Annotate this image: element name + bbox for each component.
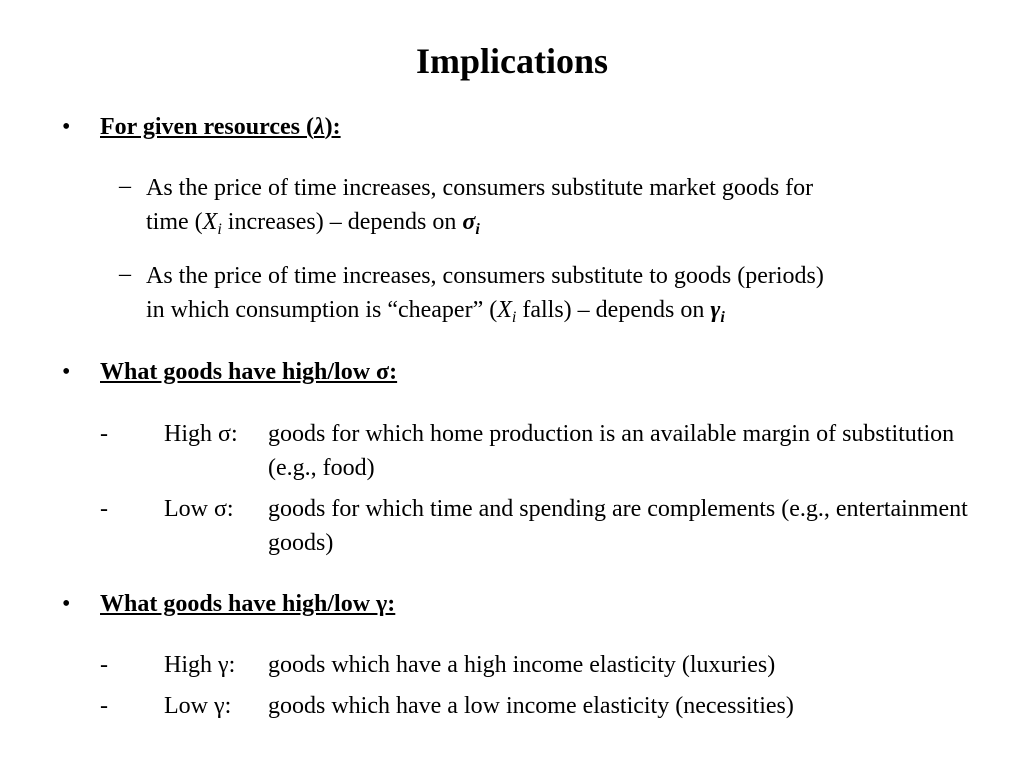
sub-item-line: As the price of time increases, consumers substitute to goods (periods) xyxy=(146,263,824,289)
section-heading-resources xyxy=(100,113,341,142)
bullet-icon: • xyxy=(62,114,71,140)
sub-item-line: increases) – depends on xyxy=(221,209,463,235)
sub-item-line: falls) – depends on xyxy=(516,297,711,323)
definition-text-high-sigma: goods for which home production is an available margin of substitution (e.g., food) xyxy=(268,421,955,481)
bullet-icon: • xyxy=(62,359,71,385)
hyphen-icon: - xyxy=(100,421,108,447)
sub-item-line: time ( xyxy=(146,209,203,235)
variable-x: X xyxy=(497,297,512,323)
definition-label-high-gamma: High γ: xyxy=(164,652,236,678)
parameter-gamma: γ xyxy=(710,297,721,323)
parameter-subscript: i xyxy=(720,309,725,326)
sub-item-substitute-market-goods xyxy=(146,171,976,239)
parameter-sigma: σ xyxy=(462,209,476,235)
hyphen-icon: - xyxy=(100,496,108,522)
sub-item-line: in which consumption is “cheaper” ( xyxy=(146,297,498,323)
slide-title: Implications xyxy=(415,41,609,81)
hyphen-icon: - xyxy=(100,693,108,719)
definition-label-low-sigma: Low σ: xyxy=(164,496,234,522)
definition-text-low-gamma: goods which have a low income elasticity (necessities) xyxy=(268,693,794,719)
section-heading-gamma: What goods have high/low γ: xyxy=(100,591,396,617)
definition-text-low-sigma: goods for which time and spending are complements (e.g., entertainment goods) xyxy=(268,496,968,556)
sub-item-substitute-cheaper-goods xyxy=(146,259,976,327)
lambda-symbol: λ xyxy=(313,114,325,140)
parameter-subscript: i xyxy=(475,221,480,238)
dash-icon: – xyxy=(119,173,131,199)
variable-subscript: i xyxy=(511,309,517,326)
definition-text-high-gamma: goods which have a high income elasticity (luxuries) xyxy=(268,652,776,678)
variable-subscript: i xyxy=(217,221,222,238)
variable-x: X xyxy=(202,209,218,235)
definition-label-low-gamma: Low γ: xyxy=(164,693,232,719)
bullet-icon: • xyxy=(62,591,71,617)
sub-item-line: As the price of time increases, consumers substitute market goods for xyxy=(146,175,814,201)
definition-label-high-sigma: High σ: xyxy=(164,421,238,447)
heading-text: For given resources ( xyxy=(100,114,314,140)
heading-text: ): xyxy=(324,114,341,140)
hyphen-icon: - xyxy=(100,652,108,678)
dash-icon: – xyxy=(119,261,131,287)
section-heading-sigma: What goods have high/low σ: xyxy=(100,359,398,385)
